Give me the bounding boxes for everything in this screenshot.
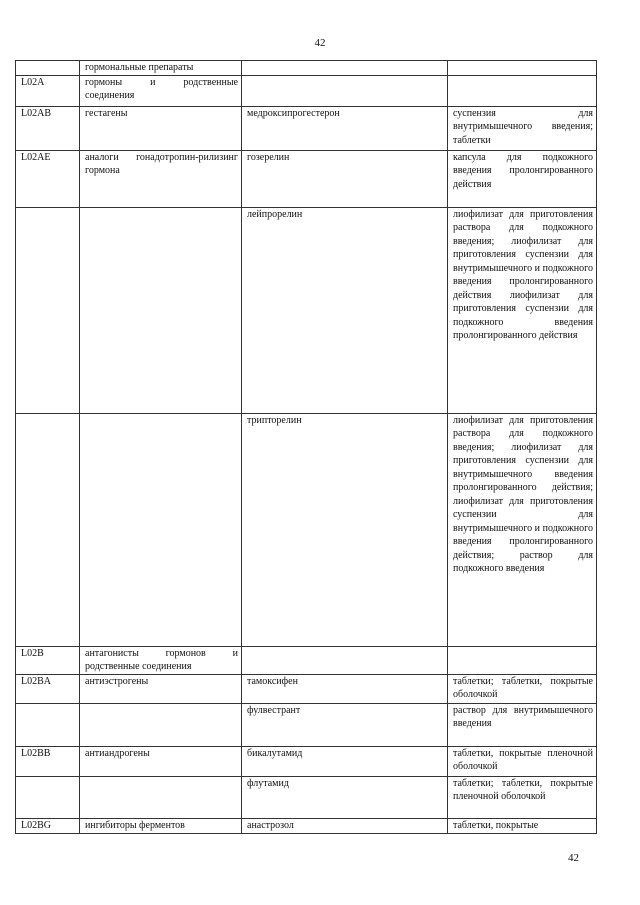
group-cell: антагонисты гормонов и родственные соединения [80, 646, 242, 674]
group-cell: антиандрогены [80, 746, 242, 776]
group-cell: антиэстрогены [80, 674, 242, 703]
drug-cell: медроксипрогестерон [242, 106, 448, 150]
form-cell: капсула для подкожного введения пролонгированного действия [448, 150, 597, 207]
atc-code-cell: L02B [16, 646, 80, 674]
drug-cell: трипторелин [242, 413, 448, 646]
table-row [16, 207, 597, 413]
page-number-bottom: 42 [568, 852, 579, 864]
form-cell: раствор для внутримышечного введения [448, 703, 597, 746]
atc-code-cell [16, 413, 80, 646]
atc-code-cell [16, 703, 80, 746]
atc-code-cell [16, 207, 80, 413]
drug-cell [242, 61, 448, 76]
form-cell: лиофилизат для приготовления раствора для подкожного введения; лиофилизат для приготовления суспензии для внутримышечного введения пролонгированного действия; лиофилизат для приготовления суспензии для внутримышечного и подкожного введения пролонгированного действия; раствор для подкожного введения [448, 413, 597, 646]
drug-table [15, 60, 597, 834]
form-cell [448, 75, 597, 106]
drug-cell: анастрозол [242, 818, 448, 833]
atc-code-cell: L02AE [16, 150, 80, 207]
group-cell: гормоны и родственные соединения [80, 75, 242, 106]
group-cell: ингибиторы ферментов [80, 818, 242, 833]
drug-cell [242, 646, 448, 674]
form-cell: таблетки, покрытые пленочной оболочкой [448, 746, 597, 776]
form-cell: таблетки; таблетки, покрытые пленочной оболочкой [448, 776, 597, 818]
group-cell [80, 413, 242, 646]
drug-cell: лейпрорелин [242, 207, 448, 413]
form-cell: суспензия для внутримышечного введения; таблетки [448, 106, 597, 150]
table-row [16, 746, 597, 776]
group-cell [80, 703, 242, 746]
drug-cell: фулвестрант [242, 703, 448, 746]
atc-code-cell: L02BA [16, 674, 80, 703]
table-row [16, 776, 597, 818]
page-number-top: 42 [314, 37, 326, 49]
atc-code-cell [16, 61, 80, 76]
atc-code-cell [16, 776, 80, 818]
group-cell [80, 776, 242, 818]
atc-code-cell: L02BB [16, 746, 80, 776]
drug-cell [242, 75, 448, 106]
group-cell: аналоги гонадотропин-рилизинг гормона [80, 150, 242, 207]
group-cell: гестагены [80, 106, 242, 150]
table-row [16, 150, 597, 207]
table-row [16, 106, 597, 150]
table-row [16, 413, 597, 646]
atc-code-cell: L02A [16, 75, 80, 106]
atc-code-cell: L02AB [16, 106, 80, 150]
form-cell: лиофилизат для приготовления раствора для подкожного введения; лиофилизат для приготовления суспензии для внутримышечного и подкожного введения пролонгированного действия лиофилизат для приготовления суспензии для подкожного введения пролонгированного действия [448, 207, 597, 413]
table-row [16, 75, 597, 106]
drug-cell: тамоксифен [242, 674, 448, 703]
drug-cell: бикалутамид [242, 746, 448, 776]
group-cell: гормональные препараты [80, 61, 242, 76]
group-cell [80, 207, 242, 413]
table-row [16, 703, 597, 746]
drug-cell: флутамид [242, 776, 448, 818]
atc-code-cell: L02BG [16, 818, 80, 833]
table-row [16, 818, 597, 833]
form-cell: таблетки; таблетки, покрытые оболочкой [448, 674, 597, 703]
table-row [16, 61, 597, 76]
table-row [16, 674, 597, 703]
form-cell [448, 61, 597, 76]
form-cell: таблетки, покрытые [448, 818, 597, 833]
drug-cell: гозерелин [242, 150, 448, 207]
form-cell [448, 646, 597, 674]
table-row [16, 646, 597, 674]
